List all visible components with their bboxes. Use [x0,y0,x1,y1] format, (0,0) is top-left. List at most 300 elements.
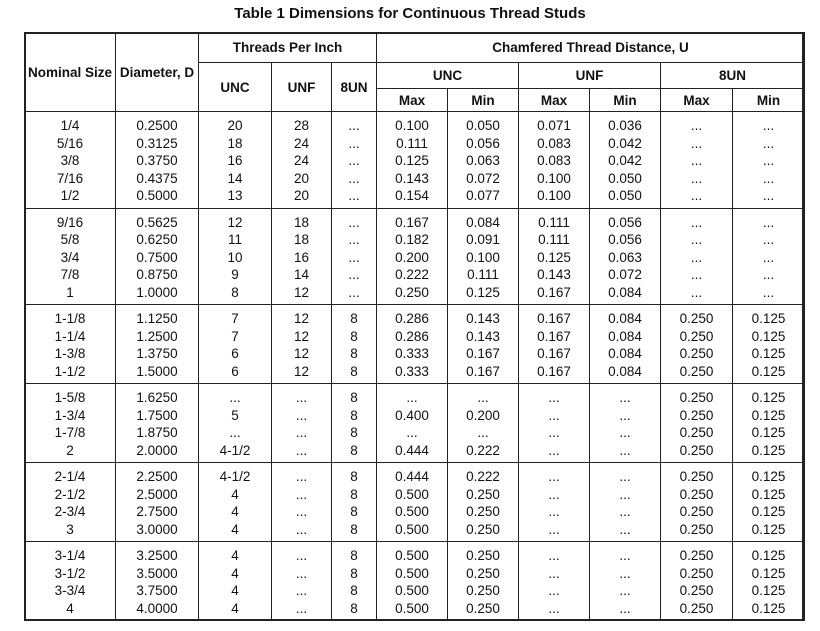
nominal-size-cell: 1-3/4 [25,407,116,425]
nominal-size-cell: 1-1/2 [25,363,116,384]
8un-min-cell: ... [733,170,805,188]
tpi-8un-cell: ... [332,187,377,208]
8un-min-cell: 0.125 [733,407,805,425]
tpi-8un-cell: 8 [332,384,377,407]
table-row [25,521,805,542]
diameter-cell: 1.6250 [116,384,199,407]
unf-min-cell: 0.042 [590,135,661,153]
unc-min-cell: 0.056 [448,135,519,153]
tpi-unf-cell: ... [272,582,332,600]
unf-max-cell: 0.167 [519,345,590,363]
8un-min-cell: ... [733,187,805,208]
row-group [25,112,805,209]
diameter-cell: 0.5000 [116,187,199,208]
unc-max-cell: 0.333 [377,345,448,363]
tpi-8un-cell: ... [332,112,377,135]
unf-min-cell: 0.036 [590,112,661,135]
unc-min-cell: 0.222 [448,442,519,463]
nominal-size-cell: 1-1/4 [25,328,116,346]
chamfer-distance-header: Chamfered Thread Distance, U [377,33,805,63]
tpi-8un-cell: ... [332,266,377,284]
diameter-cell: 0.7500 [116,249,199,267]
tpi-8un-cell: 8 [332,542,377,565]
diameter-cell: 3.7500 [116,582,199,600]
diameter-cell: 1.8750 [116,424,199,442]
table-row [25,231,805,249]
nominal-size-cell: 3-1/2 [25,565,116,583]
tpi-8un-cell: ... [332,152,377,170]
8un-max-cell: 0.250 [661,328,733,346]
unc-max-cell: 0.500 [377,600,448,621]
unc-max-cell: 0.143 [377,170,448,188]
diameter-cell: 1.3750 [116,345,199,363]
unf-min-cell: ... [590,442,661,463]
unc-max-cell: 0.250 [377,284,448,305]
tpi-unc-cell: 18 [199,135,272,153]
unc-max-cell: ... [377,384,448,407]
8un-min-cell: 0.125 [733,542,805,565]
tpi-unf-cell: 24 [272,152,332,170]
tpi-8un-cell: ... [332,249,377,267]
unf-min-cell: ... [590,565,661,583]
chamfer-unf-header: UNF [519,63,661,89]
unc-max-cell: 0.222 [377,266,448,284]
tpi-unf-cell: ... [272,384,332,407]
unf-min-cell: 0.056 [590,231,661,249]
nominal-size-cell: 3-3/4 [25,582,116,600]
diameter-cell: 0.3125 [116,135,199,153]
unf-min-cell: 0.084 [590,363,661,384]
unf-max-cell: ... [519,600,590,621]
table-row [25,208,805,231]
table-row [25,384,805,407]
8un-min-cell: 0.125 [733,384,805,407]
8un-max-cell: 0.250 [661,384,733,407]
nominal-size-cell: 7/8 [25,266,116,284]
tpi-8un-cell: 8 [332,328,377,346]
nominal-size-cell: 1/2 [25,187,116,208]
tpi-8un-cell: 8 [332,600,377,621]
unc-min-cell: 0.100 [448,249,519,267]
8un-min-cell: ... [733,208,805,231]
8un-max-cell: 0.250 [661,363,733,384]
unc-min-cell: 0.250 [448,565,519,583]
tpi-unc-cell: 11 [199,231,272,249]
diameter-cell: 4.0000 [116,600,199,621]
tpi-unc-cell: 9 [199,266,272,284]
unf-min-cell: 0.084 [590,305,661,328]
unf-min-cell: 0.072 [590,266,661,284]
tpi-unc-header: UNC [199,63,272,112]
unf-max-cell: ... [519,442,590,463]
diameter-cell: 0.8750 [116,266,199,284]
tpi-unc-cell: ... [199,424,272,442]
unc-min-cell: 0.091 [448,231,519,249]
tpi-unf-cell: ... [272,407,332,425]
8un-max-cell: 0.250 [661,424,733,442]
unf-min-cell: 0.056 [590,208,661,231]
8un-min-cell: ... [733,284,805,305]
tpi-unf-cell: 14 [272,266,332,284]
unf-max-cell: ... [519,582,590,600]
unc-max-cell: 0.100 [377,112,448,135]
table-row [25,503,805,521]
unf-min-cell: ... [590,582,661,600]
tpi-8un-cell: 8 [332,503,377,521]
tpi-8un-cell: ... [332,231,377,249]
tpi-unc-cell: 4 [199,503,272,521]
table-title: Table 1 Dimensions for Continuous Thread Studs [234,5,586,22]
table-row [25,266,805,284]
unf-max-cell: ... [519,542,590,565]
diameter-cell: 0.4375 [116,170,199,188]
unc-min-cell: 0.250 [448,521,519,542]
table-row [25,407,805,425]
diameter-cell: 3.0000 [116,521,199,542]
dimensions-table [24,32,805,621]
row-group [25,208,805,305]
8un-min-cell: 0.125 [733,442,805,463]
unc-min-header: Min [448,89,519,112]
unc-max-cell: 0.182 [377,231,448,249]
tpi-8un-cell: ... [332,208,377,231]
unc-min-cell: 0.250 [448,600,519,621]
unc-max-header: Max [377,89,448,112]
tpi-unf-cell: ... [272,486,332,504]
nominal-size-cell: 1-3/8 [25,345,116,363]
8un-max-cell: 0.250 [661,521,733,542]
unc-min-cell: 0.050 [448,112,519,135]
unf-max-cell: 0.111 [519,208,590,231]
8un-min-cell: ... [733,112,805,135]
diameter-cell: 0.3750 [116,152,199,170]
unc-min-cell: 0.072 [448,170,519,188]
tpi-unf-cell: 12 [272,345,332,363]
tpi-unf-cell: ... [272,542,332,565]
unc-max-cell: 0.167 [377,208,448,231]
nominal-size-cell: 1-7/8 [25,424,116,442]
8un-min-cell: 0.125 [733,565,805,583]
unc-min-cell: 0.084 [448,208,519,231]
diameter-cell: 1.0000 [116,284,199,305]
unf-min-cell: ... [590,600,661,621]
tpi-unf-cell: ... [272,463,332,486]
unc-max-cell: 0.286 [377,328,448,346]
tpi-unc-cell: 5 [199,407,272,425]
unf-min-cell: ... [590,542,661,565]
unf-min-cell: 0.084 [590,284,661,305]
8un-max-cell: 0.250 [661,600,733,621]
diameter-cell: 0.5625 [116,208,199,231]
tpi-8un-cell: ... [332,170,377,188]
diameter-cell: 3.5000 [116,565,199,583]
unf-max-cell: ... [519,384,590,407]
unf-max-cell: 0.125 [519,249,590,267]
unc-max-cell: ... [377,424,448,442]
chamfer-8un-header: 8UN [661,63,805,89]
unc-min-cell: 0.250 [448,486,519,504]
unf-max-cell: 0.100 [519,187,590,208]
8un-max-cell: 0.250 [661,463,733,486]
tpi-unc-cell: 16 [199,152,272,170]
8un-min-cell: 0.125 [733,424,805,442]
tpi-unf-cell: 20 [272,170,332,188]
8un-max-cell: ... [661,231,733,249]
unf-min-cell: ... [590,424,661,442]
chamfer-unc-header: UNC [377,63,519,89]
unf-min-cell: ... [590,486,661,504]
unf-max-cell: 0.167 [519,363,590,384]
8un-min-cell: 0.125 [733,363,805,384]
unf-max-cell: 0.111 [519,231,590,249]
8un-max-header: Max [661,89,733,112]
tpi-unf-cell: 12 [272,363,332,384]
unc-max-cell: 0.500 [377,521,448,542]
unf-max-cell: 0.083 [519,152,590,170]
tpi-unf-cell: ... [272,503,332,521]
8un-max-cell: ... [661,135,733,153]
8un-max-cell: 0.250 [661,407,733,425]
diameter-cell: 2.0000 [116,442,199,463]
unf-max-header: Max [519,89,590,112]
tpi-8un-cell: 8 [332,582,377,600]
table-row [25,170,805,188]
8un-max-cell: ... [661,249,733,267]
nominal-size-cell: 1/4 [25,112,116,135]
tpi-unf-cell: 12 [272,284,332,305]
tpi-unc-cell: 4 [199,565,272,583]
unf-max-cell: 0.167 [519,284,590,305]
8un-max-cell: ... [661,266,733,284]
nominal-size-cell: 2-1/4 [25,463,116,486]
tpi-unc-cell: 4 [199,486,272,504]
unf-max-cell: 0.167 [519,305,590,328]
unc-max-cell: 0.111 [377,135,448,153]
unf-min-cell: ... [590,384,661,407]
tpi-unc-cell: 14 [199,170,272,188]
tpi-unf-cell: ... [272,442,332,463]
unc-max-cell: 0.200 [377,249,448,267]
8un-min-cell: ... [733,135,805,153]
nominal-size-cell: 5/16 [25,135,116,153]
tpi-unc-cell: ... [199,384,272,407]
unf-min-cell: ... [590,407,661,425]
tpi-8un-cell: 8 [332,305,377,328]
table-row [25,442,805,463]
table-row [25,424,805,442]
tpi-unc-cell: 4-1/2 [199,442,272,463]
8un-min-cell: 0.125 [733,486,805,504]
tpi-unf-header: UNF [272,63,332,112]
table-row [25,305,805,328]
unc-min-cell: ... [448,384,519,407]
tpi-unc-cell: 4 [199,600,272,621]
unc-max-cell: 0.125 [377,152,448,170]
unc-min-cell: 0.077 [448,187,519,208]
8un-max-cell: 0.250 [661,305,733,328]
table-row [25,486,805,504]
tpi-unf-cell: ... [272,600,332,621]
8un-max-cell: ... [661,208,733,231]
tpi-unf-cell: 28 [272,112,332,135]
nominal-size-cell: 2-3/4 [25,503,116,521]
unc-min-cell: 0.167 [448,363,519,384]
8un-max-cell: ... [661,152,733,170]
tpi-unf-cell: 18 [272,208,332,231]
table-row [25,249,805,267]
8un-max-cell: ... [661,284,733,305]
row-group [25,305,805,384]
table-row [25,112,805,135]
tpi-8un-cell: 8 [332,521,377,542]
unc-max-cell: 0.444 [377,463,448,486]
diameter-cell: 1.1250 [116,305,199,328]
8un-min-cell: 0.125 [733,600,805,621]
unf-min-cell: ... [590,503,661,521]
tpi-unc-cell: 4 [199,542,272,565]
tpi-8un-cell: 8 [332,442,377,463]
nominal-size-header: Nominal Size [25,33,116,112]
diameter-cell: 1.7500 [116,407,199,425]
tpi-unc-cell: 10 [199,249,272,267]
unc-max-cell: 0.500 [377,542,448,565]
row-group [25,542,805,621]
8un-min-cell: 0.125 [733,345,805,363]
tpi-unc-cell: 13 [199,187,272,208]
unf-min-cell: 0.050 [590,170,661,188]
tpi-unc-cell: 6 [199,345,272,363]
8un-min-cell: 0.125 [733,503,805,521]
tpi-unf-cell: 12 [272,305,332,328]
unc-min-cell: 0.200 [448,407,519,425]
unf-max-cell: 0.167 [519,328,590,346]
tpi-unf-cell: ... [272,521,332,542]
table-row [25,565,805,583]
unc-max-cell: 0.444 [377,442,448,463]
8un-max-cell: 0.250 [661,442,733,463]
tpi-8un-cell: 8 [332,486,377,504]
diameter-cell: 1.2500 [116,328,199,346]
row-group [25,384,805,463]
8un-max-cell: ... [661,187,733,208]
unc-min-cell: 0.250 [448,503,519,521]
diameter-cell: 2.2500 [116,463,199,486]
tpi-8un-cell: 8 [332,363,377,384]
8un-max-cell: 0.250 [661,345,733,363]
tpi-unf-cell: 12 [272,328,332,346]
unc-min-cell: 0.250 [448,582,519,600]
8un-min-cell: ... [733,266,805,284]
unf-min-cell: 0.042 [590,152,661,170]
8un-max-cell: 0.250 [661,582,733,600]
nominal-size-cell: 4 [25,600,116,621]
nominal-size-cell: 3/8 [25,152,116,170]
unf-min-header: Min [590,89,661,112]
nominal-size-cell: 9/16 [25,208,116,231]
unf-min-cell: 0.050 [590,187,661,208]
diameter-cell: 2.7500 [116,503,199,521]
tpi-unf-cell: 24 [272,135,332,153]
nominal-size-cell: 2-1/2 [25,486,116,504]
tpi-8un-cell: ... [332,284,377,305]
table-row [25,582,805,600]
unc-min-cell: 0.143 [448,328,519,346]
unc-min-cell: 0.111 [448,266,519,284]
8un-min-cell: 0.125 [733,328,805,346]
nominal-size-cell: 1-1/8 [25,305,116,328]
unc-max-cell: 0.500 [377,565,448,583]
diameter-cell: 1.5000 [116,363,199,384]
8un-min-header: Min [733,89,805,112]
tpi-unf-cell: 18 [272,231,332,249]
tpi-unf-cell: 16 [272,249,332,267]
8un-min-cell: 0.125 [733,305,805,328]
unc-max-cell: 0.286 [377,305,448,328]
unf-min-cell: 0.063 [590,249,661,267]
tpi-8un-cell: 8 [332,424,377,442]
table-row [25,345,805,363]
diameter-cell: 3.2500 [116,542,199,565]
diameter-cell: 2.5000 [116,486,199,504]
tpi-unc-cell: 7 [199,305,272,328]
unf-max-cell: ... [519,407,590,425]
nominal-size-cell: 1 [25,284,116,305]
unc-min-cell: 0.167 [448,345,519,363]
threads-per-inch-header: Threads Per Inch [199,33,377,63]
unf-min-cell: 0.084 [590,328,661,346]
tpi-8un-header: 8UN [332,63,377,112]
8un-min-cell: 0.125 [733,463,805,486]
tpi-8un-cell: 8 [332,565,377,583]
8un-min-cell: ... [733,152,805,170]
tpi-unc-cell: 8 [199,284,272,305]
nominal-size-cell: 2 [25,442,116,463]
tpi-unf-cell: ... [272,424,332,442]
table-row [25,284,805,305]
nominal-size-cell: 3-1/4 [25,542,116,565]
table-row [25,187,805,208]
nominal-size-cell: 1-5/8 [25,384,116,407]
8un-max-cell: ... [661,170,733,188]
table-row [25,135,805,153]
unf-min-cell: 0.084 [590,345,661,363]
unf-max-cell: ... [519,463,590,486]
nominal-size-cell: 3/4 [25,249,116,267]
8un-max-cell: 0.250 [661,565,733,583]
tpi-unc-cell: 12 [199,208,272,231]
tpi-unf-cell: 20 [272,187,332,208]
tpi-8un-cell: 8 [332,407,377,425]
unf-max-cell: 0.071 [519,112,590,135]
tpi-8un-cell: ... [332,135,377,153]
tpi-8un-cell: 8 [332,345,377,363]
8un-max-cell: 0.250 [661,542,733,565]
tpi-unc-cell: 7 [199,328,272,346]
tpi-unc-cell: 4-1/2 [199,463,272,486]
unf-max-cell: 0.083 [519,135,590,153]
unf-min-cell: ... [590,463,661,486]
unc-min-cell: 0.222 [448,463,519,486]
table-row [25,600,805,621]
8un-min-cell: 0.125 [733,582,805,600]
8un-min-cell: ... [733,231,805,249]
unc-min-cell: ... [448,424,519,442]
unc-min-cell: 0.063 [448,152,519,170]
tpi-unc-cell: 4 [199,582,272,600]
unc-max-cell: 0.500 [377,503,448,521]
unc-min-cell: 0.125 [448,284,519,305]
unf-max-cell: ... [519,424,590,442]
